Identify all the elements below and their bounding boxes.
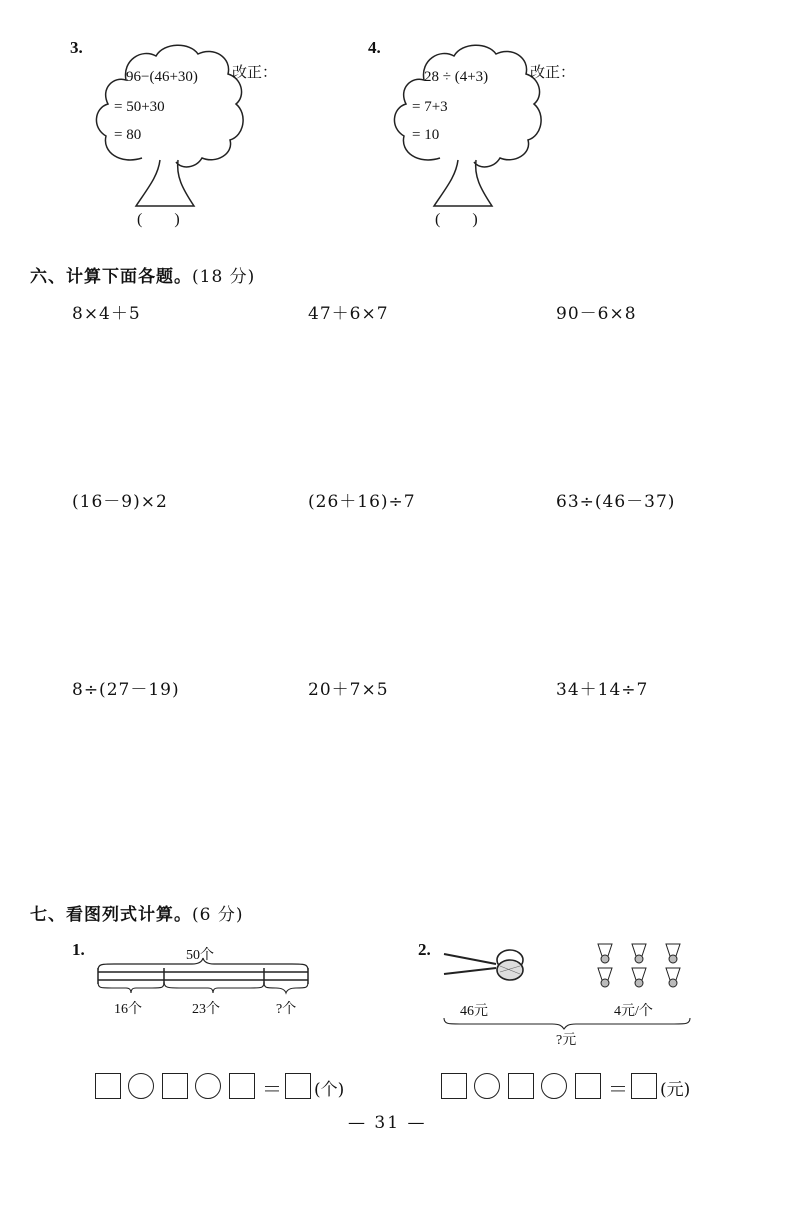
tree-line-3: = 80 bbox=[114, 127, 142, 143]
operator-circle[interactable] bbox=[195, 1073, 221, 1099]
result-box[interactable] bbox=[631, 1073, 657, 1099]
expression: 47＋6×7 bbox=[308, 304, 389, 324]
tree-line-2: = 50+30 bbox=[114, 99, 165, 115]
expression: 8÷(27－19) bbox=[72, 680, 180, 700]
expression: (16－9)×2 bbox=[72, 492, 168, 512]
total-label: ?元 bbox=[556, 1033, 577, 1048]
unit-label: (个) bbox=[314, 1080, 345, 1100]
part-label: 23个 bbox=[192, 1002, 220, 1017]
answer-box[interactable] bbox=[162, 1073, 188, 1099]
segment-diagram bbox=[92, 956, 314, 996]
part-label: ?个 bbox=[276, 1002, 297, 1017]
page-number: — 31 — bbox=[348, 1113, 427, 1133]
expression: 20＋7×5 bbox=[308, 680, 389, 700]
equals-sign: ＝ bbox=[262, 1077, 282, 1101]
section-score: (6 分) bbox=[192, 905, 244, 925]
answer-box[interactable] bbox=[229, 1073, 255, 1099]
expression: 63÷(46－37) bbox=[556, 492, 676, 512]
answer-box[interactable] bbox=[441, 1073, 467, 1099]
tree-line-2: = 7+3 bbox=[412, 99, 448, 115]
part-label: 16个 bbox=[114, 1002, 142, 1017]
operator-circle[interactable] bbox=[128, 1073, 154, 1099]
answer-box[interactable] bbox=[508, 1073, 534, 1099]
expression: (26＋16)÷7 bbox=[308, 492, 416, 512]
correction-label: 改正： bbox=[232, 63, 278, 81]
tree-line-3: = 10 bbox=[412, 127, 440, 143]
tree-line-1: 28 ÷ (4+3) bbox=[424, 69, 489, 85]
question-number: 2. bbox=[418, 940, 431, 959]
expression: 90－6×8 bbox=[556, 304, 637, 324]
question-number: 3. bbox=[70, 38, 83, 57]
question-number: 4. bbox=[368, 38, 381, 57]
answer-box[interactable] bbox=[575, 1073, 601, 1099]
section-7-heading bbox=[30, 900, 243, 925]
correction-label: 改正： bbox=[530, 63, 576, 81]
result-box[interactable] bbox=[285, 1073, 311, 1099]
equals-sign: ＝ bbox=[608, 1077, 628, 1101]
total-label: 50个 bbox=[186, 948, 214, 963]
expression: 8×4＋5 bbox=[72, 304, 141, 324]
question-number: 1. bbox=[72, 940, 85, 959]
operator-circle[interactable] bbox=[541, 1073, 567, 1099]
total-brace bbox=[440, 1016, 694, 1030]
section-title: 七、看图列式计算。 bbox=[30, 905, 192, 925]
answer-blank[interactable]: ( ) bbox=[137, 211, 180, 228]
price-label: 4元/个 bbox=[614, 1004, 653, 1019]
answer-blank[interactable]: ( ) bbox=[435, 211, 478, 228]
expression: 34＋14÷7 bbox=[556, 680, 649, 700]
answer-box[interactable] bbox=[95, 1073, 121, 1099]
tree-line-1: 96−(46+30) bbox=[126, 69, 198, 85]
badminton-racket-icon bbox=[440, 944, 530, 984]
shuttlecock-icon bbox=[592, 940, 692, 992]
section-6-heading bbox=[30, 262, 255, 287]
section-score: (18 分) bbox=[192, 267, 256, 287]
section-title: 六、计算下面各题。 bbox=[30, 267, 192, 287]
unit-label: (元) bbox=[660, 1080, 691, 1100]
price-label: 46元 bbox=[460, 1004, 488, 1019]
operator-circle[interactable] bbox=[474, 1073, 500, 1099]
